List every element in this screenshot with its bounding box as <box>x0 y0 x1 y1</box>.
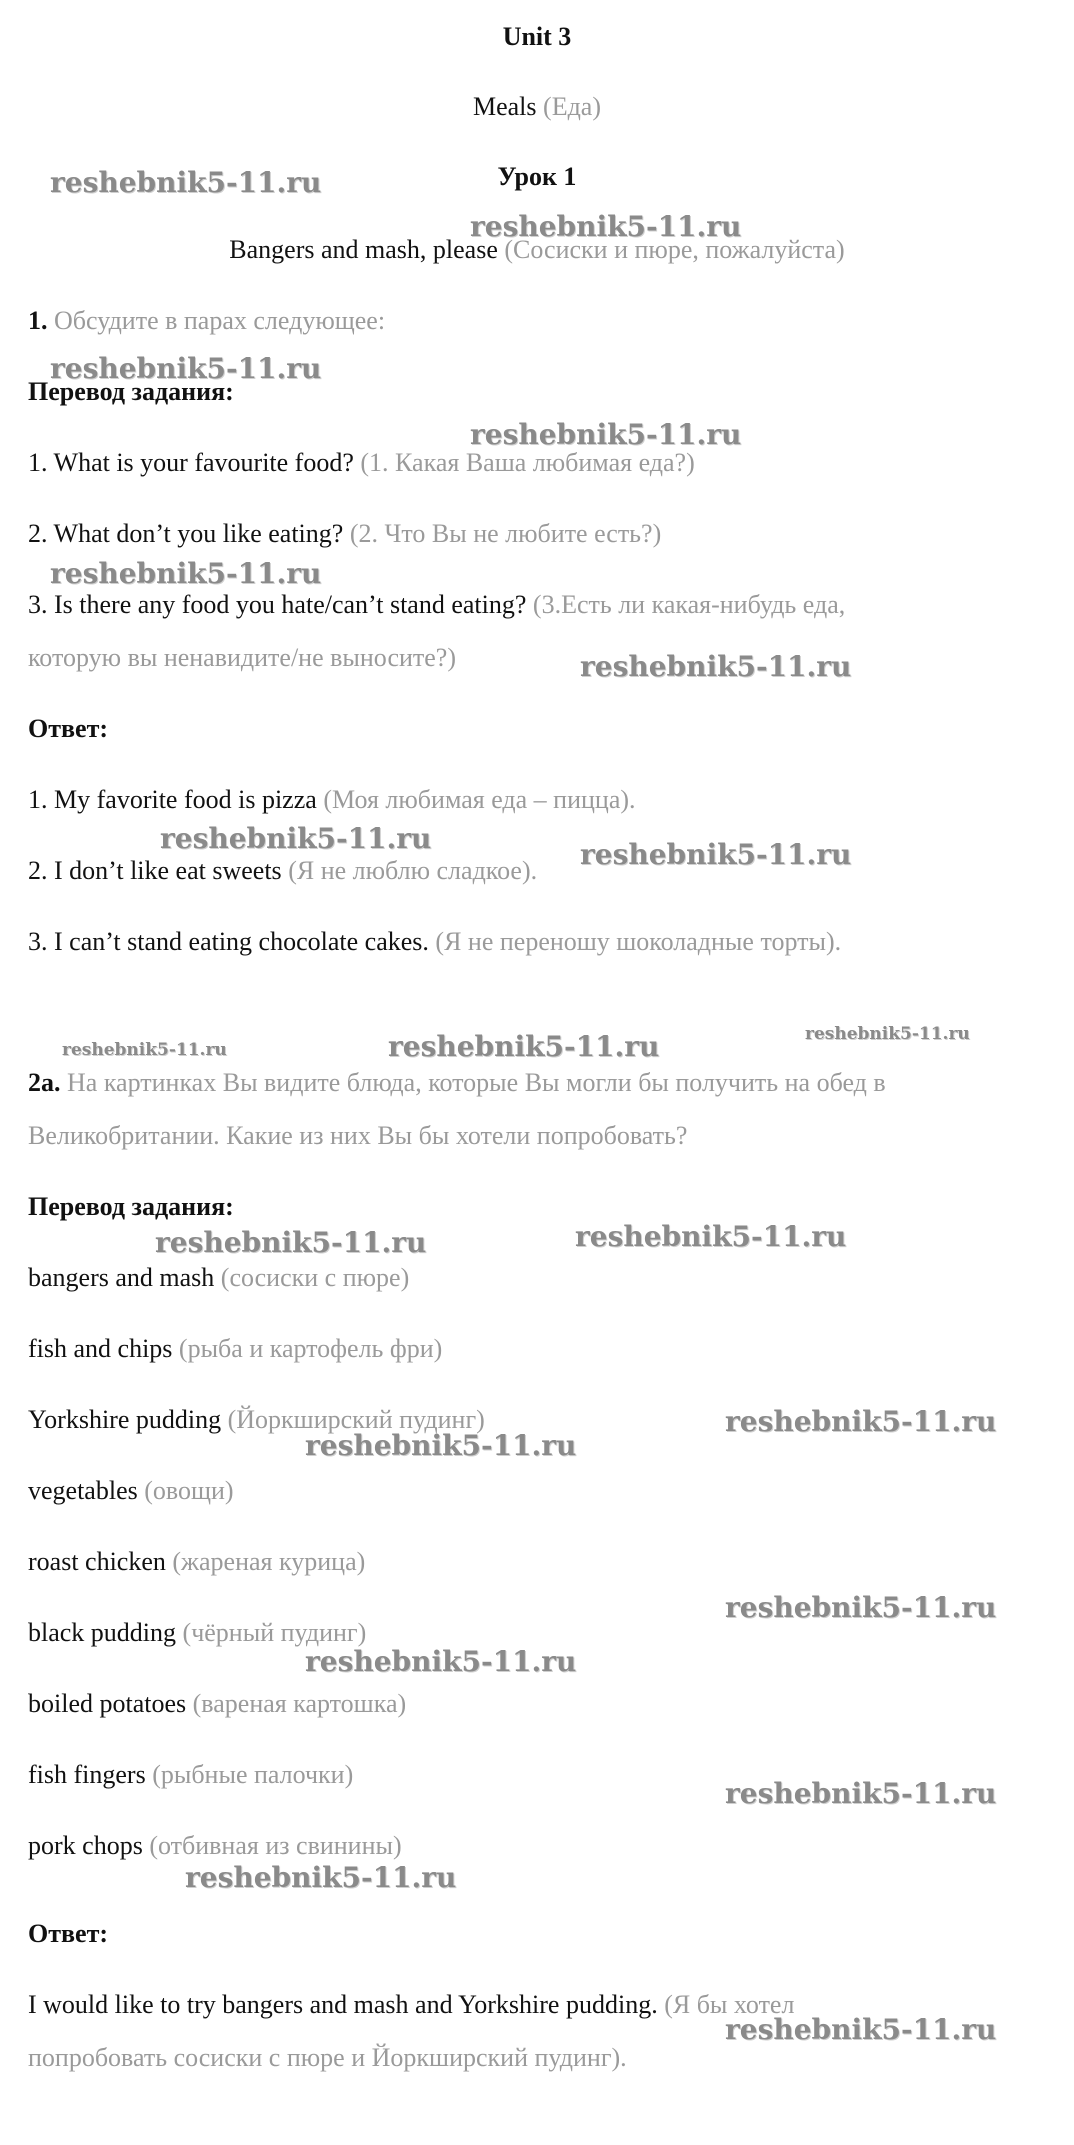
watermark: reshebnik5-11.ru <box>725 1405 997 1438</box>
lesson-number: Урок 1 <box>497 162 577 191</box>
task2a-instruction-cont: Великобритании. Какие из них Вы бы хотели попробовать? <box>28 1121 688 1150</box>
task2a-answer: I would like to try bangers and mash and Yorkshire pudding. (Я бы хотел <box>28 1990 795 2019</box>
watermark: reshebnik5-11.ru <box>575 1220 847 1253</box>
watermark: reshebnik5-11.ru <box>470 210 742 243</box>
watermark: reshebnik5-11.ru <box>305 1429 577 1462</box>
watermark: reshebnik5-11.ru <box>470 418 742 451</box>
lesson-title: Bangers and mash, please (Сосиски и пюре, пожалуйста) <box>229 235 845 264</box>
dish-item: boiled potatoes (вареная картошка) <box>28 1689 407 1718</box>
dish-item: fish fingers (рыбные палочки) <box>28 1760 354 1789</box>
dish-item: pork chops (отбивная из свинины) <box>28 1831 402 1860</box>
dish-item: fish and chips (рыба и картофель фри) <box>28 1334 443 1363</box>
task1-translation-heading: Перевод задания: <box>28 377 234 406</box>
task2a-answer-cont: попробовать сосиски с пюре и Йоркширский пудинг). <box>28 2043 627 2072</box>
dish-item: black pudding (чёрный пудинг) <box>28 1618 367 1647</box>
task1-answer-heading: Ответ: <box>28 714 109 743</box>
task2a-translation-heading: Перевод задания: <box>28 1192 234 1221</box>
task1-question-2: 2. What don’t you like eating? (2. Что Вы не любите есть?) <box>28 519 662 548</box>
task2a-instruction: 2a. На картинках Вы видите блюда, которые Вы могли бы получить на обед в <box>28 1068 886 1097</box>
watermark: reshebnik5-11.ru <box>50 352 322 385</box>
dish-item: Yorkshire pudding (Йоркширский пудинг) <box>28 1405 485 1434</box>
watermark: reshebnik5-11.ru <box>805 1024 970 1044</box>
task1-answer-3: 3. I can’t stand eating chocolate cakes. (Я не переношу шоколадные торты). <box>28 927 842 956</box>
task1-instruction: 1. Обсудите в парах следующее: <box>28 306 386 335</box>
dish-item: bangers and mash (сосиски с пюре) <box>28 1263 410 1292</box>
dish-item: vegetables (овощи) <box>28 1476 234 1505</box>
task2a-answer-heading: Ответ: <box>28 1919 109 1948</box>
task1-question-3-cont: которую вы ненавидите/не выносите?) <box>28 643 456 672</box>
topic-title: Meals (Еда) <box>472 92 601 121</box>
task1-answer-2: 2. I don’t like eat sweets (Я не люблю сладкое). <box>28 856 538 885</box>
dish-item: roast chicken (жареная курица) <box>28 1547 366 1576</box>
watermark: reshebnik5-11.ru <box>580 838 852 871</box>
watermark: reshebnik5-11.ru <box>305 1645 577 1678</box>
watermark: reshebnik5-11.ru <box>725 1591 997 1624</box>
watermark: reshebnik5-11.ru <box>50 557 322 590</box>
watermark: reshebnik5-11.ru <box>725 2013 997 2046</box>
watermark: reshebnik5-11.ru <box>62 1040 227 1060</box>
watermark: reshebnik5-11.ru <box>185 1861 457 1894</box>
watermark: reshebnik5-11.ru <box>725 1777 997 1810</box>
unit-title: Unit 3 <box>502 22 572 51</box>
watermark: reshebnik5-11.ru <box>388 1030 660 1063</box>
watermark: reshebnik5-11.ru <box>155 1226 427 1259</box>
watermark: reshebnik5-11.ru <box>50 166 322 199</box>
watermark: reshebnik5-11.ru <box>160 822 432 855</box>
task1-question-1: 1. What is your favourite food? (1. Какая Ваша любимая еда?) <box>28 448 695 477</box>
watermark: reshebnik5-11.ru <box>580 650 852 683</box>
task1-answer-1: 1. My favorite food is pizza (Моя любимая еда – пицца). <box>28 785 636 814</box>
task1-question-3: 3. Is there any food you hate/can’t stand eating? (3.Есть ли какая-нибудь еда, <box>28 590 846 619</box>
